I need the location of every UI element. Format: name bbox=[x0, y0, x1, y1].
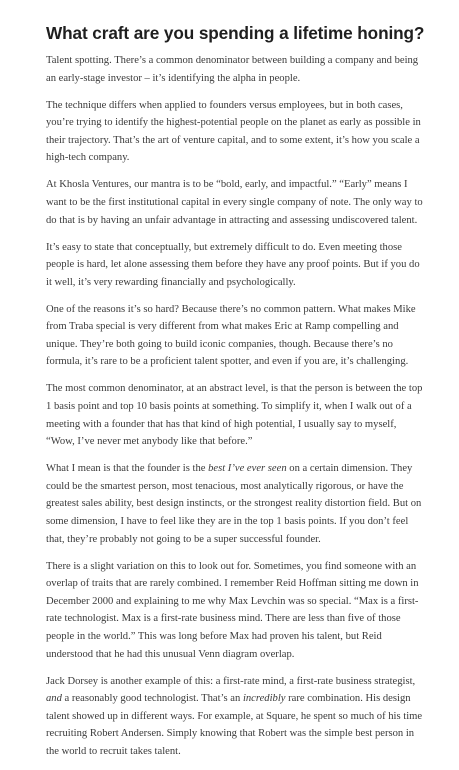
paragraph bbox=[46, 558, 424, 664]
paragraph-text: There is a slight variation on this to look out for. Sometimes, you find someone with an overlap of traits that are rarely combined. I remember Reid Hoffman sitting me down in December 2000 and explaining to me why Max Levchin was so special. “Max is a first-rate technologist. Max is a first-rate business mind. There are less than five of those people in the world.” This was long before Max had proven his talent, but Reid understood that he had this unusual Venn diagram overlap. bbox=[46, 560, 419, 660]
article-title: What craft are you spending a lifetime honing? bbox=[46, 23, 425, 43]
paragraph bbox=[46, 460, 424, 548]
paragraph bbox=[46, 97, 424, 167]
paragraph-text: It’s easy to state that conceptually, but extremely difficult to do. Even meeting those people is hard, let alone assessing them before they have any proof points. But if you do it well, it’s very rewarding financially and psychologically. bbox=[46, 241, 420, 288]
paragraph-text: The technique differs when applied to founders versus employees, but in both cases, you’re trying to identify the highest-potential people on the planet as early as possible in their trajectory. That’s the art of venture capital, and to some extent, it’s how you scale a high-tech company. bbox=[46, 99, 421, 164]
paragraph-text: What I mean is that the founder is the bbox=[46, 463, 209, 475]
article bbox=[46, 22, 424, 770]
paragraph-text: At Khosla Ventures, our mantra is to be “bold, early, and impactful.” “Early” means I want to be the first institutional capital in every single company of note. The only way to do that is by having an unfair advantage in attracting and assessing undiscovered talent. bbox=[46, 179, 423, 226]
paragraph-text: Jack Dorsey is another example of this: a first-rate mind, a first-rate business strategist, bbox=[46, 675, 416, 687]
paragraph-text: rare combination. His design talent showed up in different ways. For example, at Square, he spent so much of his time recruiting Robert Andersen. Simply knowing that Robert was the simple best person in the world to recruit takes talent. bbox=[46, 693, 423, 757]
paragraph bbox=[46, 380, 424, 450]
paragraph bbox=[46, 176, 424, 229]
article-body bbox=[46, 52, 424, 761]
paragraph-text: The most common denominator, at an abstract level, is that the person is between the top 1 basis point and top 10 basis points at something. To simplify it, when I walk out of a meeting with a founder that has that kind of high potential, I usually say to myself, “Wow, I’ve never met anybody like that before.” bbox=[46, 383, 423, 448]
paragraph bbox=[46, 301, 424, 371]
emphasis-text: and bbox=[46, 693, 62, 705]
paragraph bbox=[46, 52, 424, 87]
paragraph-text: One of the reasons it’s so hard? Because there’s no common pattern. What makes Mike from Traba special is very different from what makes Eric at Ramp compelling and unique. They’re both going to build iconic companies, though. Because there’s no formula, it’s rare to be a proficient talent spotter, and even if you are, it’s challenging. bbox=[46, 303, 416, 368]
paragraph-text: a reasonably good technologist. That’s an bbox=[61, 693, 243, 705]
emphasis-text: best I’ve ever seen bbox=[208, 463, 287, 475]
paragraph-text: on a certain dimension. They could be the smartest person, most tenacious, most analytically rigorous, or have the greatest sales ability, best design instincts, or the strongest reality distortion field. But on some dimension, I have to feel like they are in the top 1 basis points. If you don’t feel that, they’re probably not going to be a super successful founder. bbox=[46, 463, 422, 545]
paragraph bbox=[46, 673, 424, 761]
emphasis-text: incredibly bbox=[242, 693, 286, 705]
paragraph-text: Talent spotting. There’s a common denominator between building a company and being an early-stage investor – it’s identifying the alpha in people. bbox=[46, 55, 419, 84]
paragraph bbox=[46, 239, 424, 292]
